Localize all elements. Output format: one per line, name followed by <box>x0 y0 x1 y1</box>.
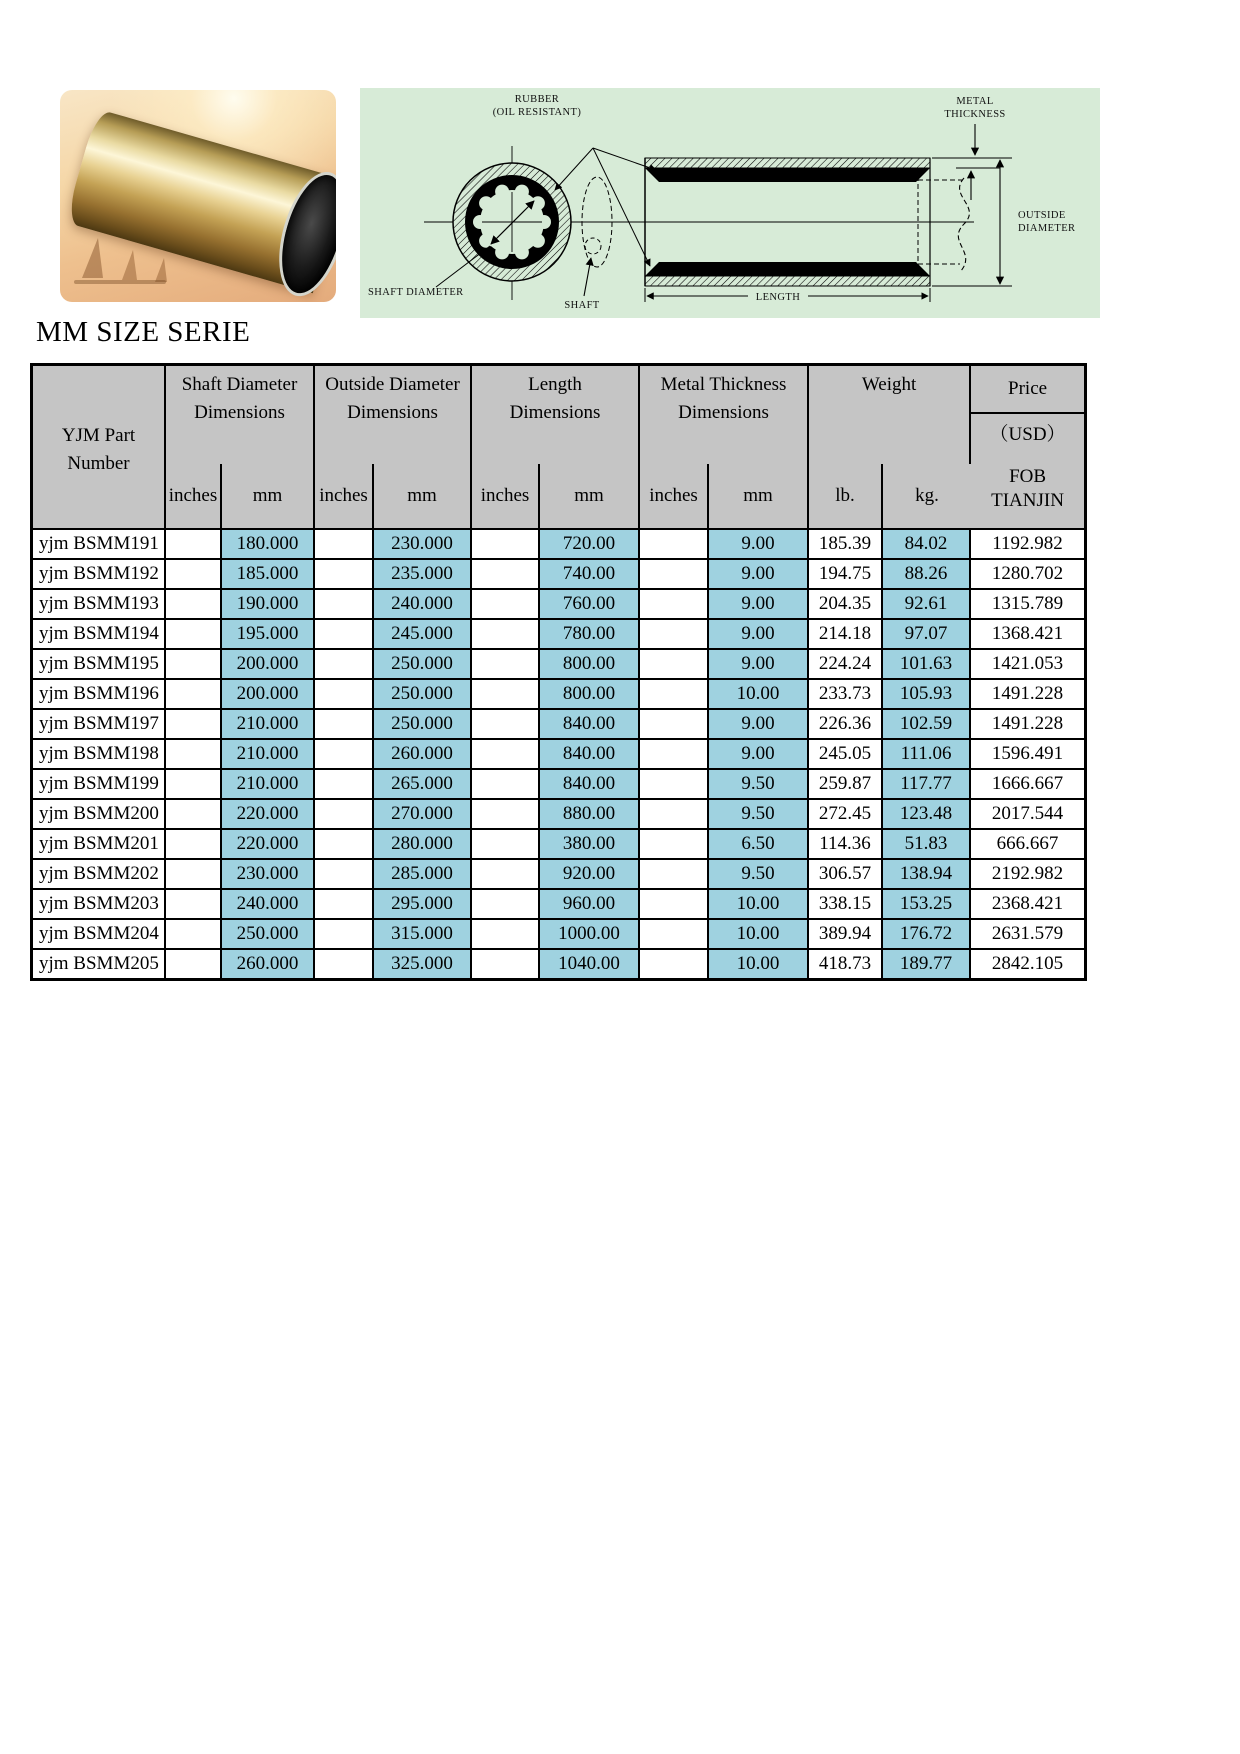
cell-od-inches <box>315 800 374 830</box>
cell-weight-kg: 97.07 <box>883 620 971 650</box>
cell-mt-mm: 9.00 <box>709 560 809 590</box>
table-row <box>33 560 1084 590</box>
cell-shaft-inches <box>166 710 222 740</box>
cell-shaft-mm: 200.000 <box>222 650 315 680</box>
cell-part-number: yjm BSMM198 <box>33 740 166 770</box>
cell-shaft-mm: 240.000 <box>222 890 315 920</box>
cell-shaft-mm: 190.000 <box>222 590 315 620</box>
shaft-label: SHAFT <box>564 300 600 311</box>
cell-length-mm: 800.00 <box>540 650 640 680</box>
cell-mt-inches <box>640 740 709 770</box>
cell-od-mm: 280.000 <box>374 830 472 860</box>
cell-od-mm: 325.000 <box>374 950 472 978</box>
cell-part-number: yjm BSMM202 <box>33 860 166 890</box>
cell-shaft-mm: 250.000 <box>222 920 315 950</box>
cell-shaft-inches <box>166 830 222 860</box>
cell-od-inches <box>315 680 374 710</box>
cell-mt-mm: 10.00 <box>709 950 809 978</box>
cell-shaft-mm: 230.000 <box>222 860 315 890</box>
cell-mt-inches <box>640 650 709 680</box>
cell-od-inches <box>315 950 374 978</box>
cell-weight-kg: 111.06 <box>883 740 971 770</box>
cell-part-number: yjm BSMM201 <box>33 830 166 860</box>
cell-length-inches <box>472 890 540 920</box>
cell-weight-kg: 176.72 <box>883 920 971 950</box>
cell-part-number: yjm BSMM203 <box>33 890 166 920</box>
cell-mt-inches <box>640 950 709 978</box>
cell-weight-lb: 185.39 <box>809 530 883 560</box>
cell-shaft-inches <box>166 530 222 560</box>
cell-price: 2368.421 <box>971 890 1084 920</box>
rubber-label-2: (OIL RESISTANT) <box>492 107 582 118</box>
cell-weight-lb: 389.94 <box>809 920 883 950</box>
cell-weight-kg: 189.77 <box>883 950 971 978</box>
cell-length-mm: 800.00 <box>540 680 640 710</box>
outside-diameter-label: OUTSIDE <box>1018 210 1066 221</box>
cell-weight-lb: 226.36 <box>809 710 883 740</box>
table-row <box>33 860 1084 890</box>
cell-od-inches <box>315 560 374 590</box>
cell-price: 1315.789 <box>971 590 1084 620</box>
size-table-container <box>30 363 1087 981</box>
cell-shaft-inches <box>166 590 222 620</box>
cell-weight-kg: 88.26 <box>883 560 971 590</box>
table-row <box>33 950 1084 978</box>
cell-shaft-inches <box>166 890 222 920</box>
cell-length-inches <box>472 740 540 770</box>
cell-mt-mm: 10.00 <box>709 680 809 710</box>
cell-mt-mm: 9.00 <box>709 710 809 740</box>
cell-length-mm: 840.00 <box>540 740 640 770</box>
cell-part-number: yjm BSMM200 <box>33 800 166 830</box>
cell-od-mm: 240.000 <box>374 590 472 620</box>
cell-length-inches <box>472 620 540 650</box>
cell-od-inches <box>315 830 374 860</box>
cell-part-number: yjm BSMM204 <box>33 920 166 950</box>
cell-length-mm: 720.00 <box>540 530 640 560</box>
cell-shaft-mm: 220.000 <box>222 800 315 830</box>
cell-mt-inches <box>640 890 709 920</box>
bearing-section-drawing <box>360 88 1100 318</box>
table-row <box>33 890 1084 920</box>
cell-od-mm: 260.000 <box>374 740 472 770</box>
cell-mt-inches <box>640 590 709 620</box>
cell-mt-mm: 10.00 <box>709 890 809 920</box>
cell-weight-kg: 138.94 <box>883 860 971 890</box>
cell-length-mm: 840.00 <box>540 710 640 740</box>
cell-price: 2017.544 <box>971 800 1084 830</box>
table-row <box>33 590 1084 620</box>
table-row <box>33 920 1084 950</box>
table-row <box>33 830 1084 860</box>
cell-mt-mm: 9.00 <box>709 620 809 650</box>
subheader-weight-lb: lb. <box>809 464 883 530</box>
cell-part-number: yjm BSMM193 <box>33 590 166 620</box>
cell-length-inches <box>472 560 540 590</box>
outside-diameter-label-2: DIAMETER <box>1018 223 1076 234</box>
page-title: MM SIZE SERIE <box>36 316 251 348</box>
cell-od-inches <box>315 890 374 920</box>
cell-length-inches <box>472 800 540 830</box>
header-group-row <box>33 366 1084 464</box>
table-row <box>33 740 1084 770</box>
subheader-shaft-mm: mm <box>222 464 315 530</box>
cell-weight-kg: 84.02 <box>883 530 971 560</box>
cell-mt-inches <box>640 800 709 830</box>
technical-diagram <box>360 88 1100 318</box>
cell-od-inches <box>315 650 374 680</box>
cell-mt-mm: 9.50 <box>709 860 809 890</box>
cell-od-mm: 245.000 <box>374 620 472 650</box>
price-label: Price <box>971 366 1084 414</box>
cell-length-mm: 780.00 <box>540 620 640 650</box>
cell-od-mm: 265.000 <box>374 770 472 800</box>
col-header-part: YJM Part Number <box>33 366 166 530</box>
cell-od-inches <box>315 530 374 560</box>
cell-weight-lb: 194.75 <box>809 560 883 590</box>
table-row <box>33 530 1084 560</box>
cell-shaft-inches <box>166 770 222 800</box>
cell-shaft-inches <box>166 620 222 650</box>
cell-length-mm: 740.00 <box>540 560 640 590</box>
cell-mt-inches <box>640 560 709 590</box>
cell-length-inches <box>472 530 540 560</box>
header-sub-row <box>33 464 1084 530</box>
subheader-shaft-inches: inches <box>166 464 222 530</box>
cell-mt-mm: 9.50 <box>709 800 809 830</box>
cell-od-inches <box>315 920 374 950</box>
product-photo <box>60 90 336 302</box>
cell-length-mm: 1000.00 <box>540 920 640 950</box>
cell-mt-inches <box>640 920 709 950</box>
col-header-length: Length Dimensions <box>472 366 640 464</box>
cell-length-inches <box>472 650 540 680</box>
cell-od-inches <box>315 620 374 650</box>
cell-shaft-mm: 220.000 <box>222 830 315 860</box>
cell-od-mm: 285.000 <box>374 860 472 890</box>
cell-mt-mm: 9.00 <box>709 740 809 770</box>
cell-mt-mm: 6.50 <box>709 830 809 860</box>
cell-weight-kg: 92.61 <box>883 590 971 620</box>
cell-price: 666.667 <box>971 830 1084 860</box>
cell-weight-lb: 233.73 <box>809 680 883 710</box>
cell-od-mm: 235.000 <box>374 560 472 590</box>
cell-length-inches <box>472 830 540 860</box>
cell-weight-lb: 272.45 <box>809 800 883 830</box>
cell-weight-lb: 418.73 <box>809 950 883 978</box>
cell-shaft-mm: 210.000 <box>222 710 315 740</box>
table-row <box>33 710 1084 740</box>
cell-mt-inches <box>640 620 709 650</box>
cell-weight-kg: 102.59 <box>883 710 971 740</box>
cell-weight-lb: 338.15 <box>809 890 883 920</box>
cell-price: 1421.053 <box>971 650 1084 680</box>
cell-price: 2192.982 <box>971 860 1084 890</box>
cell-part-number: yjm BSMM191 <box>33 530 166 560</box>
cell-length-mm: 1040.00 <box>540 950 640 978</box>
cell-price: 1596.491 <box>971 740 1084 770</box>
cell-length-inches <box>472 920 540 950</box>
cell-mt-inches <box>640 830 709 860</box>
subheader-od-mm: mm <box>374 464 472 530</box>
col-header-metal-thickness: Metal Thickness Dimensions <box>640 366 809 464</box>
sailboat-silhouette <box>122 250 137 280</box>
sailboat-silhouette <box>82 238 103 278</box>
cell-price: 1192.982 <box>971 530 1084 560</box>
cell-mt-inches <box>640 860 709 890</box>
cell-part-number: yjm BSMM195 <box>33 650 166 680</box>
cell-weight-kg: 105.93 <box>883 680 971 710</box>
cell-weight-kg: 123.48 <box>883 800 971 830</box>
cell-length-mm: 960.00 <box>540 890 640 920</box>
cell-length-inches <box>472 710 540 740</box>
cell-weight-lb: 259.87 <box>809 770 883 800</box>
cell-price: 1280.702 <box>971 560 1084 590</box>
cell-od-mm: 315.000 <box>374 920 472 950</box>
cell-od-mm: 270.000 <box>374 800 472 830</box>
cell-weight-lb: 245.05 <box>809 740 883 770</box>
cell-length-inches <box>472 680 540 710</box>
cell-length-inches <box>472 590 540 620</box>
cell-shaft-mm: 200.000 <box>222 680 315 710</box>
cell-shaft-inches <box>166 680 222 710</box>
cell-shaft-mm: 185.000 <box>222 560 315 590</box>
cell-price: 1666.667 <box>971 770 1084 800</box>
cell-shaft-inches <box>166 740 222 770</box>
cell-weight-kg: 153.25 <box>883 890 971 920</box>
cell-shaft-inches <box>166 560 222 590</box>
cell-length-mm: 880.00 <box>540 800 640 830</box>
cell-length-inches <box>472 770 540 800</box>
cell-length-mm: 840.00 <box>540 770 640 800</box>
metal-thickness-label: METAL <box>956 96 994 107</box>
price-terms-label: FOB TIANJIN <box>991 466 1064 511</box>
cell-od-mm: 295.000 <box>374 890 472 920</box>
cell-mt-mm: 10.00 <box>709 920 809 950</box>
cell-od-inches <box>315 860 374 890</box>
subheader-mt-inches: inches <box>640 464 709 530</box>
cell-od-mm: 250.000 <box>374 650 472 680</box>
cell-shaft-mm: 180.000 <box>222 530 315 560</box>
cell-weight-lb: 306.57 <box>809 860 883 890</box>
sailboat-hull <box>74 280 166 284</box>
cell-part-number: yjm BSMM192 <box>33 560 166 590</box>
cell-length-mm: 760.00 <box>540 590 640 620</box>
cell-mt-inches <box>640 710 709 740</box>
cell-weight-lb: 114.36 <box>809 830 883 860</box>
cell-length-mm: 380.00 <box>540 830 640 860</box>
cell-weight-lb: 214.18 <box>809 620 883 650</box>
cell-shaft-inches <box>166 950 222 978</box>
cell-price: 1491.228 <box>971 710 1084 740</box>
col-header-weight: Weight <box>809 366 971 464</box>
cell-part-number: yjm BSMM205 <box>33 950 166 978</box>
table-row <box>33 800 1084 830</box>
cell-od-inches <box>315 740 374 770</box>
cell-shaft-inches <box>166 650 222 680</box>
cell-part-number: yjm BSMM194 <box>33 620 166 650</box>
cell-od-inches <box>315 590 374 620</box>
table-row <box>33 680 1084 710</box>
subheader-weight-kg: kg. <box>883 464 971 530</box>
cell-weight-kg: 51.83 <box>883 830 971 860</box>
price-currency-label: （USD） <box>989 423 1066 445</box>
cell-price: 1368.421 <box>971 620 1084 650</box>
cell-part-number: yjm BSMM199 <box>33 770 166 800</box>
cell-length-inches <box>472 860 540 890</box>
shaft-diameter-label: SHAFT DIAMETER <box>368 287 464 298</box>
cell-mt-mm: 9.00 <box>709 650 809 680</box>
cell-part-number: yjm BSMM197 <box>33 710 166 740</box>
cell-mt-inches <box>640 680 709 710</box>
cell-mt-mm: 9.00 <box>709 590 809 620</box>
cell-shaft-inches <box>166 920 222 950</box>
cell-od-inches <box>315 770 374 800</box>
cell-od-mm: 250.000 <box>374 710 472 740</box>
cell-od-mm: 230.000 <box>374 530 472 560</box>
cell-mt-inches <box>640 770 709 800</box>
col-header-outside-diameter: Outside Diameter Dimensions <box>315 366 472 464</box>
cell-weight-lb: 224.24 <box>809 650 883 680</box>
col-header-price <box>971 366 1084 530</box>
cell-od-mm: 250.000 <box>374 680 472 710</box>
cell-od-inches <box>315 710 374 740</box>
table-row <box>33 770 1084 800</box>
sailboat-silhouette <box>155 258 167 282</box>
cell-price: 2842.105 <box>971 950 1084 978</box>
cell-price: 1491.228 <box>971 680 1084 710</box>
size-table-body <box>33 530 1084 978</box>
cell-part-number: yjm BSMM196 <box>33 680 166 710</box>
cell-weight-kg: 117.77 <box>883 770 971 800</box>
cell-shaft-mm: 210.000 <box>222 770 315 800</box>
cell-price: 2631.579 <box>971 920 1084 950</box>
cell-shaft-mm: 210.000 <box>222 740 315 770</box>
subheader-od-inches: inches <box>315 464 374 530</box>
table-row <box>33 650 1084 680</box>
cell-weight-lb: 204.35 <box>809 590 883 620</box>
cell-weight-kg: 101.63 <box>883 650 971 680</box>
col-header-shaft-diameter: Shaft Diameter Dimensions <box>166 366 315 464</box>
rubber-label: RUBBER <box>514 94 560 105</box>
metal-thickness-label-2: THICKNESS <box>944 109 1006 120</box>
cell-shaft-mm: 195.000 <box>222 620 315 650</box>
subheader-length-mm: mm <box>540 464 640 530</box>
cell-mt-inches <box>640 530 709 560</box>
size-table <box>30 363 1087 981</box>
table-row <box>33 620 1084 650</box>
subheader-mt-mm: mm <box>709 464 809 530</box>
cell-length-inches <box>472 950 540 978</box>
subheader-length-inches: inches <box>472 464 540 530</box>
cell-mt-mm: 9.50 <box>709 770 809 800</box>
cell-mt-mm: 9.00 <box>709 530 809 560</box>
cell-shaft-mm: 260.000 <box>222 950 315 978</box>
cell-length-mm: 920.00 <box>540 860 640 890</box>
length-label: LENGTH <box>755 292 801 303</box>
cell-shaft-inches <box>166 800 222 830</box>
cell-shaft-inches <box>166 860 222 890</box>
